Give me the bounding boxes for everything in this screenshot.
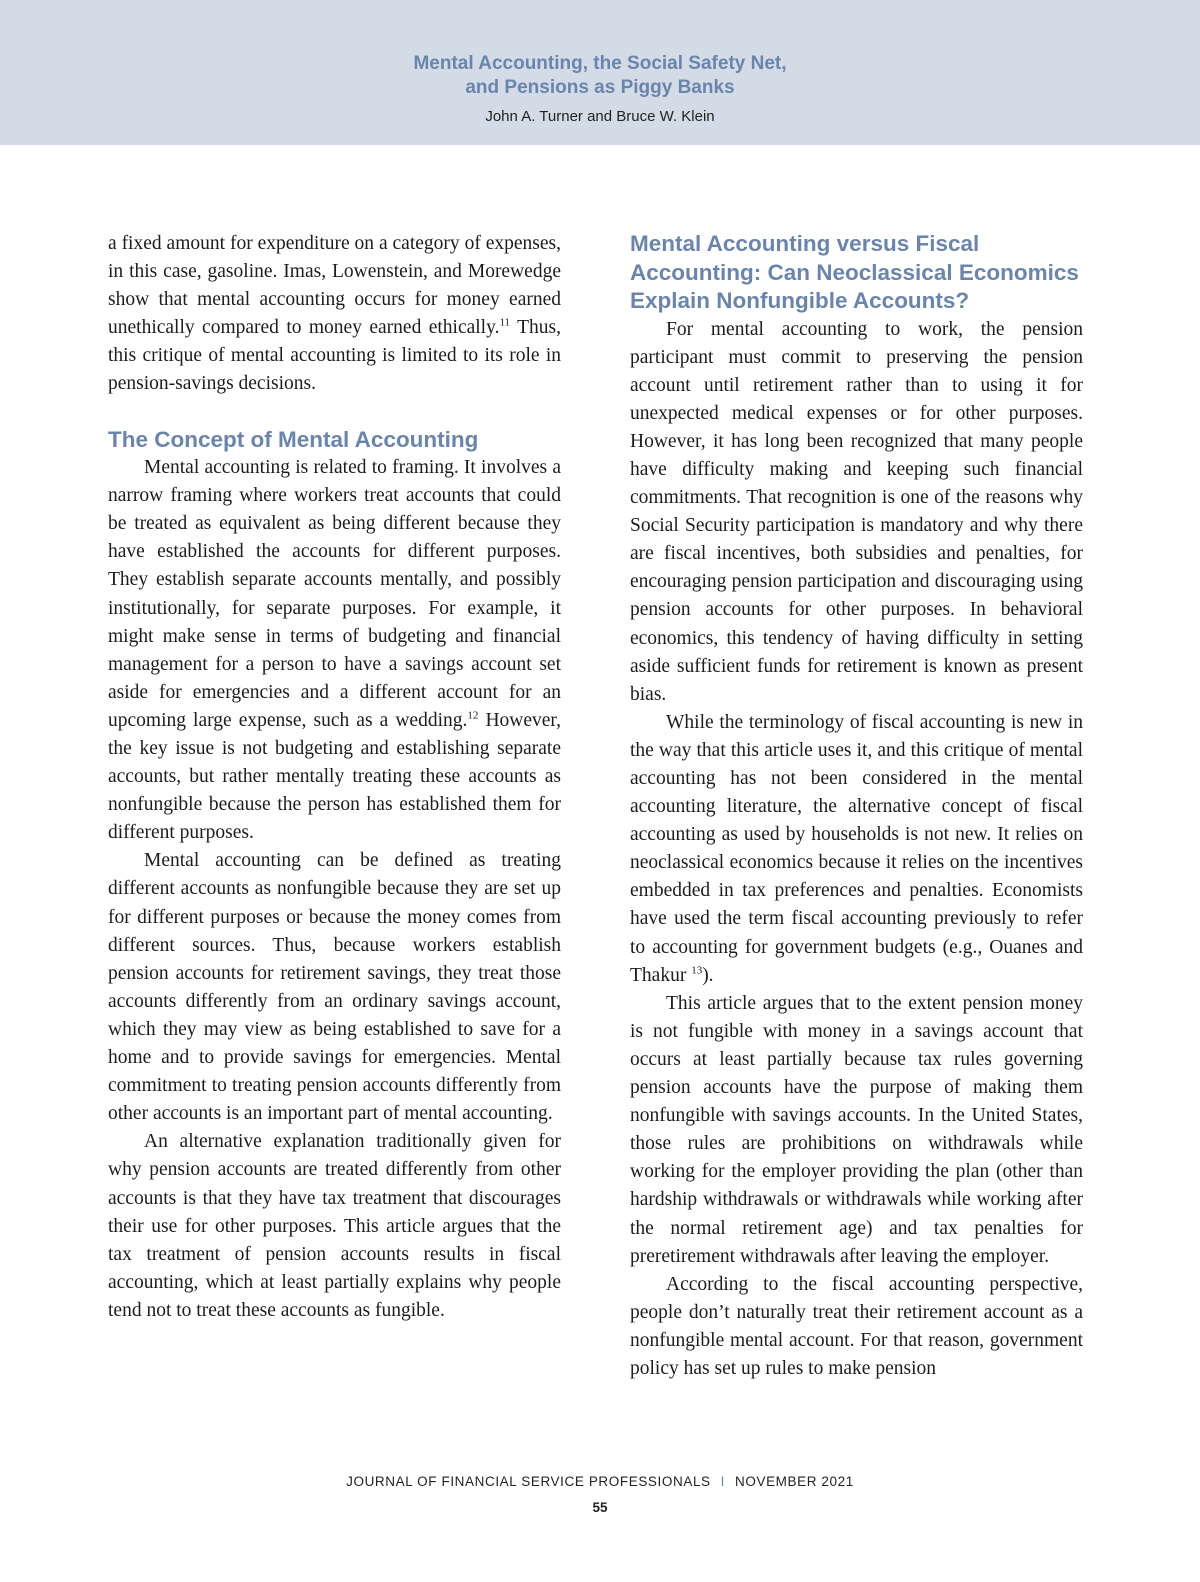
paragraph-text: Thus, this critique of mental accounting is limited to its role in pension-savings decisions. <box>108 317 561 395</box>
section-heading: Mental Accounting versus Fiscal Accounting: Can Neoclassical Economics Explain Nonfungible Accounts? <box>630 231 1079 313</box>
paragraph: According to the fiscal accounting perspective, people don’t naturally treat their retirement account as a nonfungible mental account. For that reason, government policy has set up rules to make pension <box>630 1273 1083 1379</box>
paragraph <box>108 454 561 847</box>
left-column <box>108 230 561 1325</box>
article-title-line-2: and Pensions as Piggy Banks <box>465 77 735 98</box>
footer-journal-line <box>0 1474 1200 1489</box>
paragraph: Mental accounting can be defined as treating different accounts as nonfungible because they are set up for different purposes or because the money comes from different sources. Thus, because workers establish pension accounts for retirement savings, they treat those accounts differently from an ordinary savings account, which they may view as being established to save for a home and to provide savings for emergencies. Mental commitment to treating pension accounts differently from other accounts is an important part of mental accounting. <box>108 850 561 1125</box>
paragraph-text: a fixed amount for expenditure on a category of expenses, in this case, gasoline. Imas, Lowenstein, and Morewedge show that mental accounting occurs for money earned unethically compared to money earned ethically. <box>108 233 561 339</box>
header-band <box>0 0 1200 145</box>
article-authors: John A. Turner and Bruce W. Klein <box>485 108 715 125</box>
paragraph: For mental accounting to work, the pension participant must commit to preserving the pension account until retirement rather than to using it for unexpected medical expenses or for other purposes. However, it has long been recognized that many people have difficulty making and keeping such financial commitments. That recognition is one of the reasons why Social Security participation is mandatory and why there are fiscal incentives, both subsidies and penalties, for encouraging pension participation and discouraging using pension accounts for other purposes. In behavioral economics, this tendency of having difficulty in setting aside sufficient funds for retirement is known as present bias. <box>630 318 1083 705</box>
paragraph: This article argues that to the extent pension money is not fungible with money in a savings account that occurs at least partially because tax rules governing pension accounts have the purpose of making them nonfungible with savings accounts. In the United States, those rules are prohibitions on withdrawals while working for the employer providing the plan (other than hardship withdrawals or withdrawals while working after the normal retirement age) and tax penalties for preretirement withdrawals after leaving the employer. <box>630 992 1083 1267</box>
paragraph: An alternative explanation traditionally given for why pension accounts are treated differently from other accounts is that they have tax treatment that discourages their use for other purposes. This article argues that the tax treatment of pension accounts results in fiscal accounting, which at least partially explains why people tend not to treat these accounts as fungible. <box>108 1131 561 1321</box>
paragraph-text: Mental accounting is related to framing. It involves a narrow framing where workers treat accounts that could be treated as equivalent as being different because they have established the accounts for different purposes. They establish separate accounts mentally, and possibly institutionally, for separate purposes. For example, it might make sense in terms of budgeting and financial management for a person to have a savings account set aside for emergencies and a different account for an upcoming large expense, such as a wedding. <box>108 457 561 731</box>
footer-separator: I <box>720 1474 726 1489</box>
section-heading: The Concept of Mental Accounting <box>108 426 479 452</box>
paragraph-text: ). <box>702 964 714 986</box>
paragraph-text: However, the key issue is not budgeting and establishing separate accounts, but rather mentally treating these accounts as nonfungible because the person has established them for different purposes. <box>108 709 562 844</box>
footnote-ref[interactable]: 12 <box>467 709 479 722</box>
paragraph <box>108 230 561 399</box>
paragraph <box>630 709 1083 990</box>
page-number: 55 <box>592 1500 608 1515</box>
article-title-line-1: Mental Accounting, the Social Safety Net, <box>413 53 787 74</box>
footer-date: NOVEMBER 2021 <box>735 1474 854 1489</box>
right-column <box>630 230 1083 1383</box>
footer-journal-name: JOURNAL OF FINANCIAL SERVICE PROFESSIONALS <box>346 1474 711 1489</box>
footnote-ref[interactable]: 13 <box>691 964 703 977</box>
paragraph-text: While the terminology of fiscal accounting is new in the way that this article uses it, and this critique of mental accounting has not been considered in the mental accounting literature, the alternative concept of fiscal accounting as used by households is not new. It relies on neoclassical economics because it relies on the incentives embedded in tax preferences and penalties. Economists have used the term fiscal accounting previously to refer to accounting for government budgets (e.g., Ouanes and Thakur <box>630 711 1083 986</box>
footnote-ref[interactable]: 11 <box>499 316 511 329</box>
